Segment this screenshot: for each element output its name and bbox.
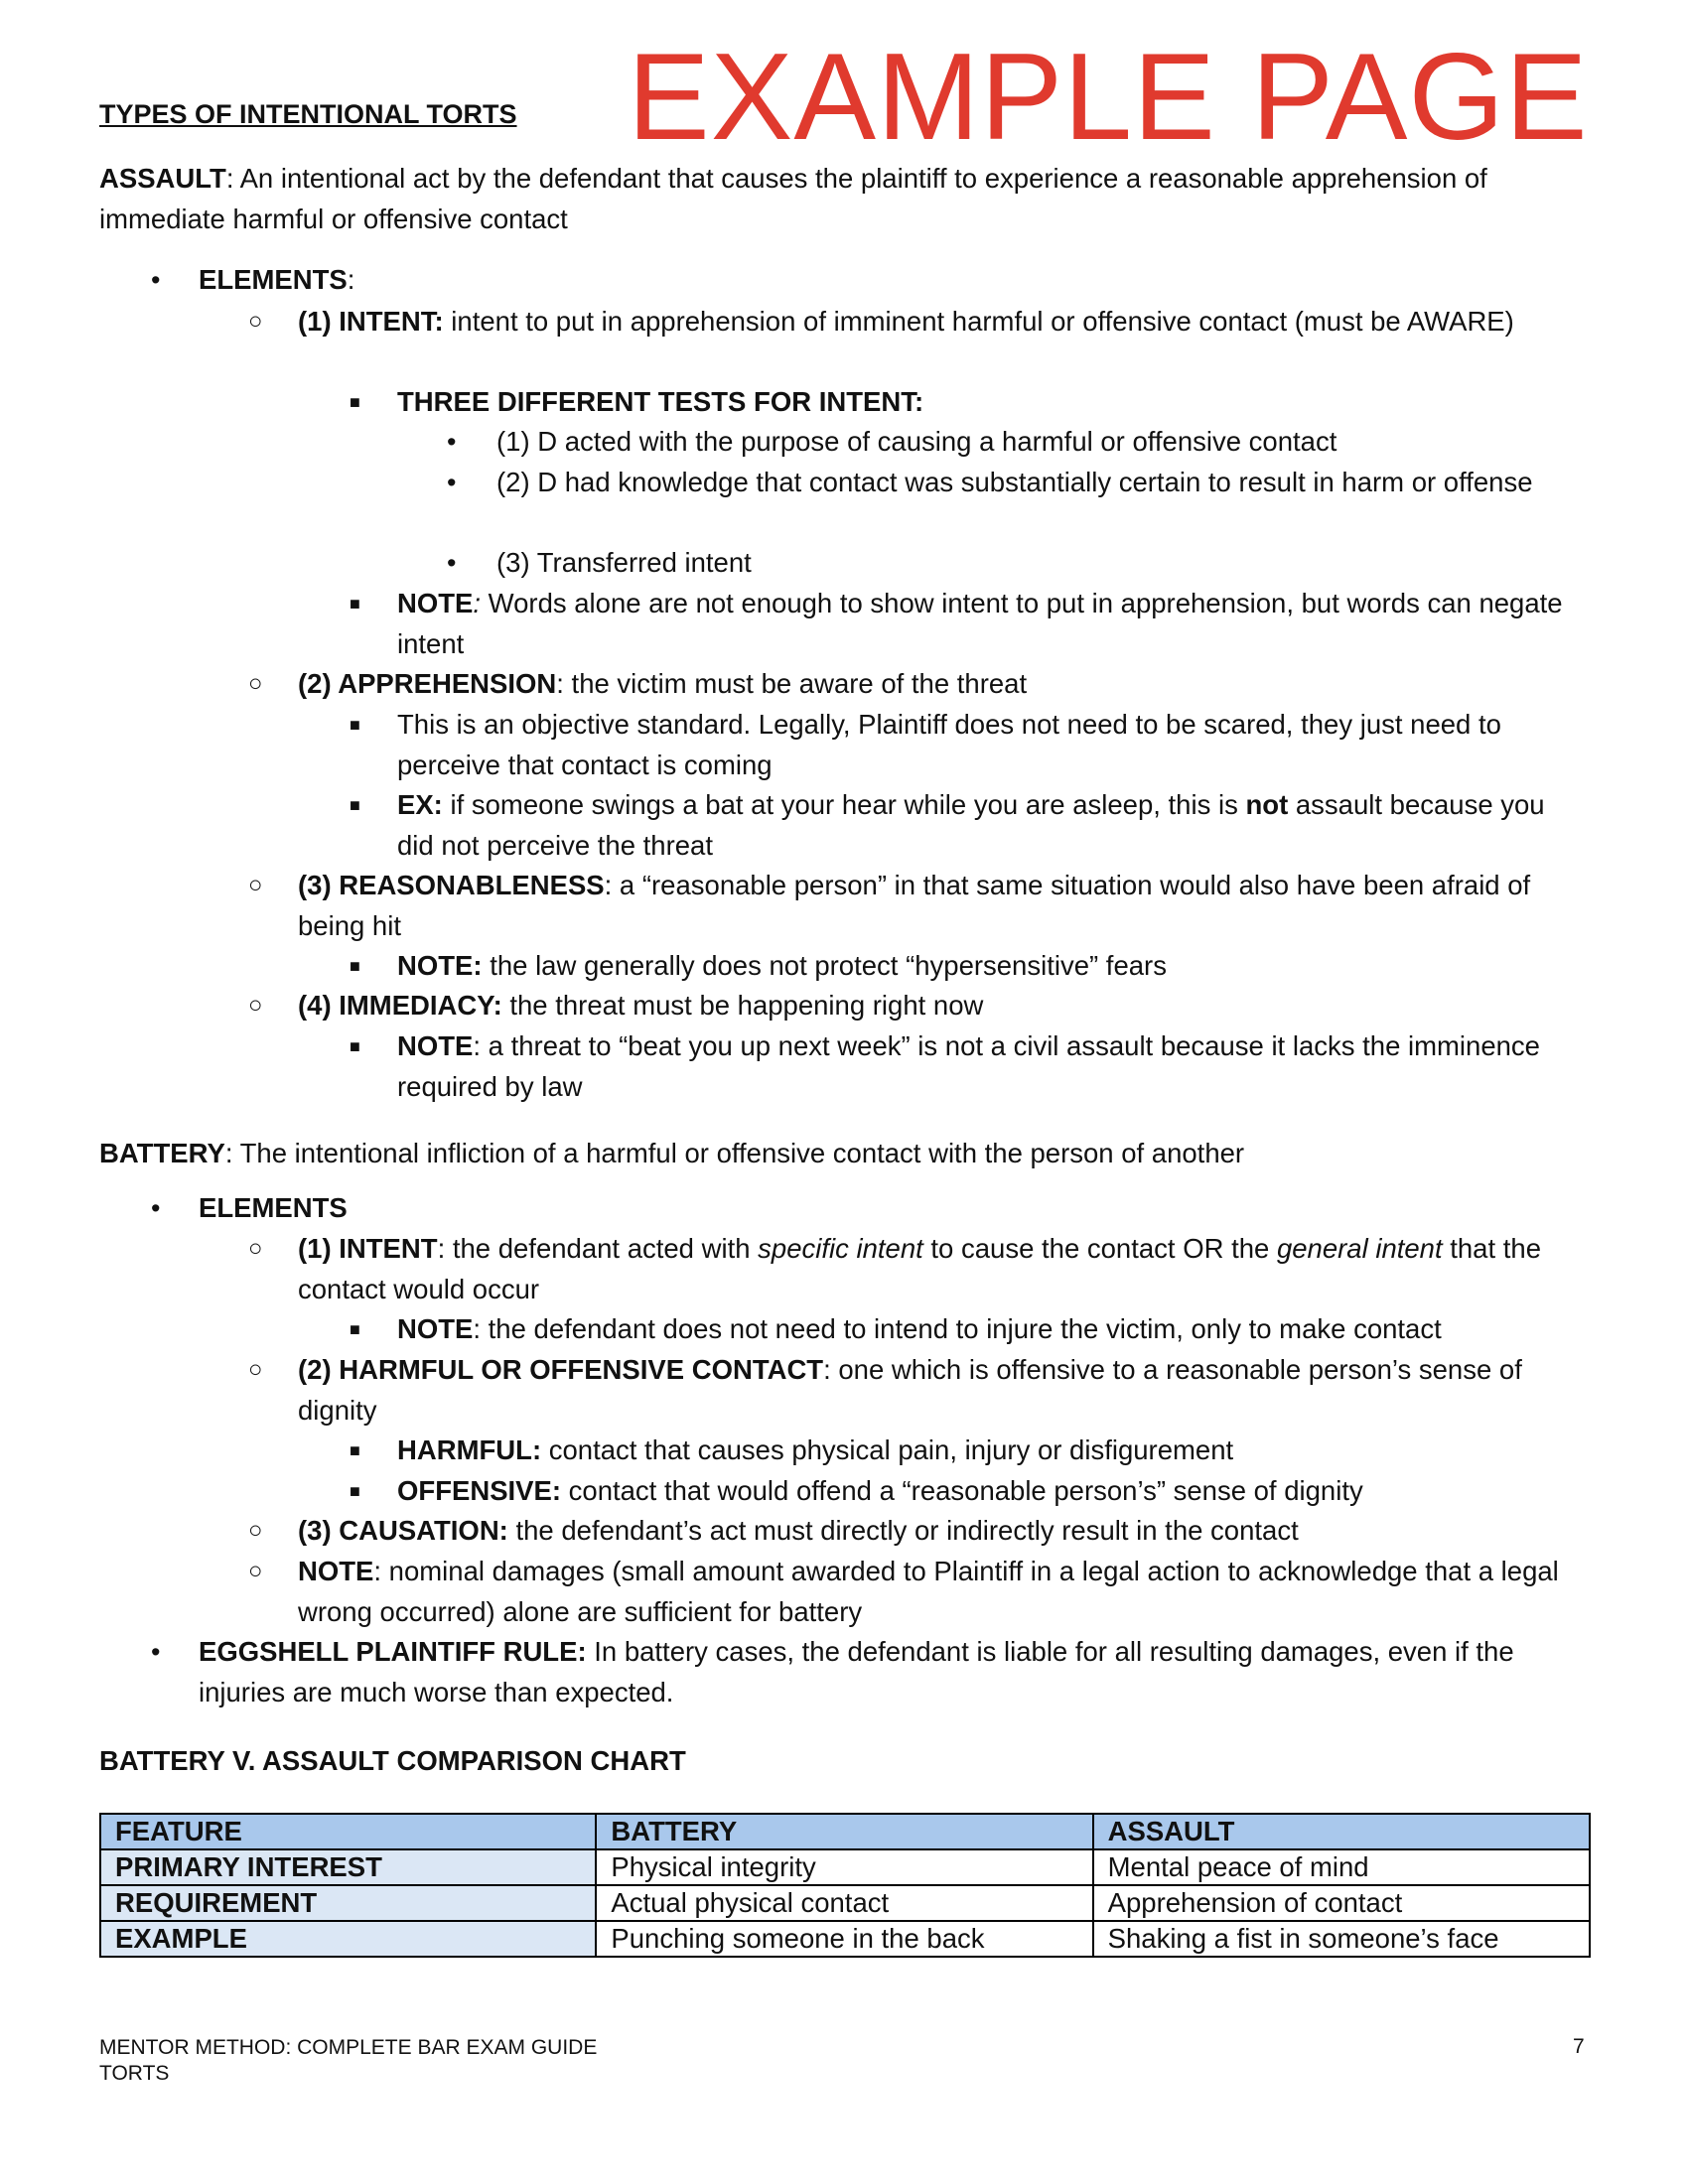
hollow-circle-icon: ○: [248, 670, 263, 697]
filled-bullet-icon: •: [151, 1193, 161, 1223]
assault-cell: Apprehension of contact: [1093, 1885, 1590, 1921]
row-label: REQUIREMENT: [100, 1885, 596, 1921]
hollow-circle-icon: ○: [248, 1558, 263, 1584]
assault-imminence-note: NOTE: a threat to “beat you up next week” is not a civil assault because it lacks the imminence required by law: [397, 1030, 1540, 1102]
assault-definition: ASSAULT: An intentional act by the defendant that causes the plaintiff to experience a reasonable apprehension of immediate harmful or offensive contact: [99, 163, 1487, 234]
filled-bullet-icon: •: [447, 468, 457, 497]
footer-subject: TORTS: [99, 2062, 170, 2085]
square-bullet-icon: ■: [350, 715, 360, 735]
assault-objective-standard: This is an objective standard. Legally, Plaintiff does not need to be scared, they just need to perceive that contact is coming: [397, 709, 1501, 780]
square-bullet-icon: ■: [350, 1036, 360, 1056]
battery-intent-item: (1) INTENT: the defendant acted with specific intent to cause the contact OR the general intent that the contact would occur: [298, 1233, 1541, 1304]
assault-intent-note: NOTE: Words alone are not enough to show intent to put in apprehension, but words can negate intent: [397, 588, 1563, 659]
hollow-circle-icon: ○: [248, 1356, 263, 1383]
table-row: [100, 1921, 1590, 1957]
battery-offensive-definition: OFFENSIVE: contact that would offend a “reasonable person’s” sense of dignity: [397, 1475, 1363, 1506]
page-title: TYPES OF INTENTIONAL TORTS: [99, 99, 517, 129]
battery-cell: Physical integrity: [596, 1849, 1092, 1885]
square-bullet-icon: ■: [350, 594, 360, 614]
square-bullet-icon: ■: [350, 795, 360, 815]
battery-cell: Punching someone in the back: [596, 1921, 1092, 1957]
assault-hypersensitive-note: NOTE: the law generally does not protect “hypersensitive” fears: [397, 950, 1167, 981]
battery-causation-item: (3) CAUSATION: the defendant’s act must directly or indirectly result in the contact: [298, 1515, 1299, 1546]
row-label: PRIMARY INTEREST: [100, 1849, 596, 1885]
square-bullet-icon: ■: [350, 1481, 360, 1501]
hollow-circle-icon: ○: [248, 1517, 263, 1544]
assault-test-3: (3) Transferred intent: [496, 547, 752, 578]
table-row: [100, 1849, 1590, 1885]
battery-elements-heading: ELEMENTS: [199, 1192, 348, 1223]
assault-immediacy-item: (4) IMMEDIACY: the threat must be happening right now: [298, 990, 984, 1021]
battery-cell: Actual physical contact: [596, 1885, 1092, 1921]
battery-definition: BATTERY: The intentional infliction of a harmful or offensive contact with the person of another: [99, 1138, 1245, 1168]
assault-test-1: (1) D acted with the purpose of causing a harmful or offensive contact: [496, 426, 1337, 457]
table-header-row: [100, 1814, 1590, 1849]
square-bullet-icon: ■: [350, 1319, 360, 1339]
hollow-circle-icon: ○: [248, 872, 263, 898]
assault-intent-item: (1) INTENT: intent to put in apprehension of imminent harmful or offensive contact (must be AWARE): [298, 306, 1514, 337]
footer-guide-title: MENTOR METHOD: COMPLETE BAR EXAM GUIDE: [99, 2036, 598, 2059]
battery-harmful-definition: HARMFUL: contact that causes physical pain, injury or disfigurement: [397, 1434, 1234, 1465]
battery-damages-note: NOTE: nominal damages (small amount awarded to Plaintiff in a legal action to acknowledge that a legal wrong occurred) alone are sufficient for battery: [298, 1556, 1559, 1627]
square-bullet-icon: ■: [350, 1440, 360, 1460]
comparison-table: [99, 1813, 1591, 1958]
table-row: [100, 1885, 1590, 1921]
assault-cell: Shaking a fist in someone’s face: [1093, 1921, 1590, 1957]
comparison-heading: BATTERY V. ASSAULT COMPARISON CHART: [99, 1745, 686, 1776]
eggshell-plaintiff-rule: EGGSHELL PLAINTIFF RULE: In battery cases, the defendant is liable for all resulting damages, even if the injuries are much worse than expected.: [199, 1636, 1514, 1707]
hollow-circle-icon: ○: [248, 1235, 263, 1262]
assault-test-2: (2) D had knowledge that contact was substantially certain to result in harm or offense: [496, 467, 1533, 497]
square-bullet-icon: ■: [350, 392, 360, 412]
header-cell-assault: ASSAULT: [1093, 1814, 1590, 1849]
page-number: 7: [1573, 2035, 1585, 2058]
hollow-circle-icon: ○: [248, 308, 263, 335]
square-bullet-icon: ■: [350, 956, 360, 976]
assault-cell: Mental peace of mind: [1093, 1849, 1590, 1885]
hollow-circle-icon: ○: [248, 992, 263, 1019]
battery-contact-item: (2) HARMFUL OR OFFENSIVE CONTACT: one which is offensive to a reasonable person’s sense of dignity: [298, 1354, 1522, 1426]
battery-intent-note: NOTE: the defendant does not need to intend to injure the victim, only to make contact: [397, 1313, 1442, 1344]
filled-bullet-icon: •: [447, 548, 457, 578]
assault-elements-heading: ELEMENTS:: [199, 264, 355, 295]
header-cell-battery: BATTERY: [596, 1814, 1092, 1849]
header-cell-feature: FEATURE: [100, 1814, 596, 1849]
filled-bullet-icon: •: [447, 427, 457, 457]
assault-reasonableness-item: (3) REASONABLENESS: a “reasonable person” in that same situation would also have been afraid of being hit: [298, 870, 1531, 941]
assault-tests-heading: THREE DIFFERENT TESTS FOR INTENT:: [397, 386, 924, 417]
example-page-watermark: EXAMPLE PAGE: [628, 29, 1589, 166]
page-footer: [99, 2035, 597, 2087]
filled-bullet-icon: •: [151, 1637, 161, 1667]
row-label: EXAMPLE: [100, 1921, 596, 1957]
assault-example: EX: if someone swings a bat at your hear while you are asleep, this is not assault because you did not perceive the threat: [397, 789, 1545, 861]
filled-bullet-icon: •: [151, 265, 161, 295]
assault-apprehension-item: (2) APPREHENSION: the victim must be aware of the threat: [298, 668, 1028, 699]
